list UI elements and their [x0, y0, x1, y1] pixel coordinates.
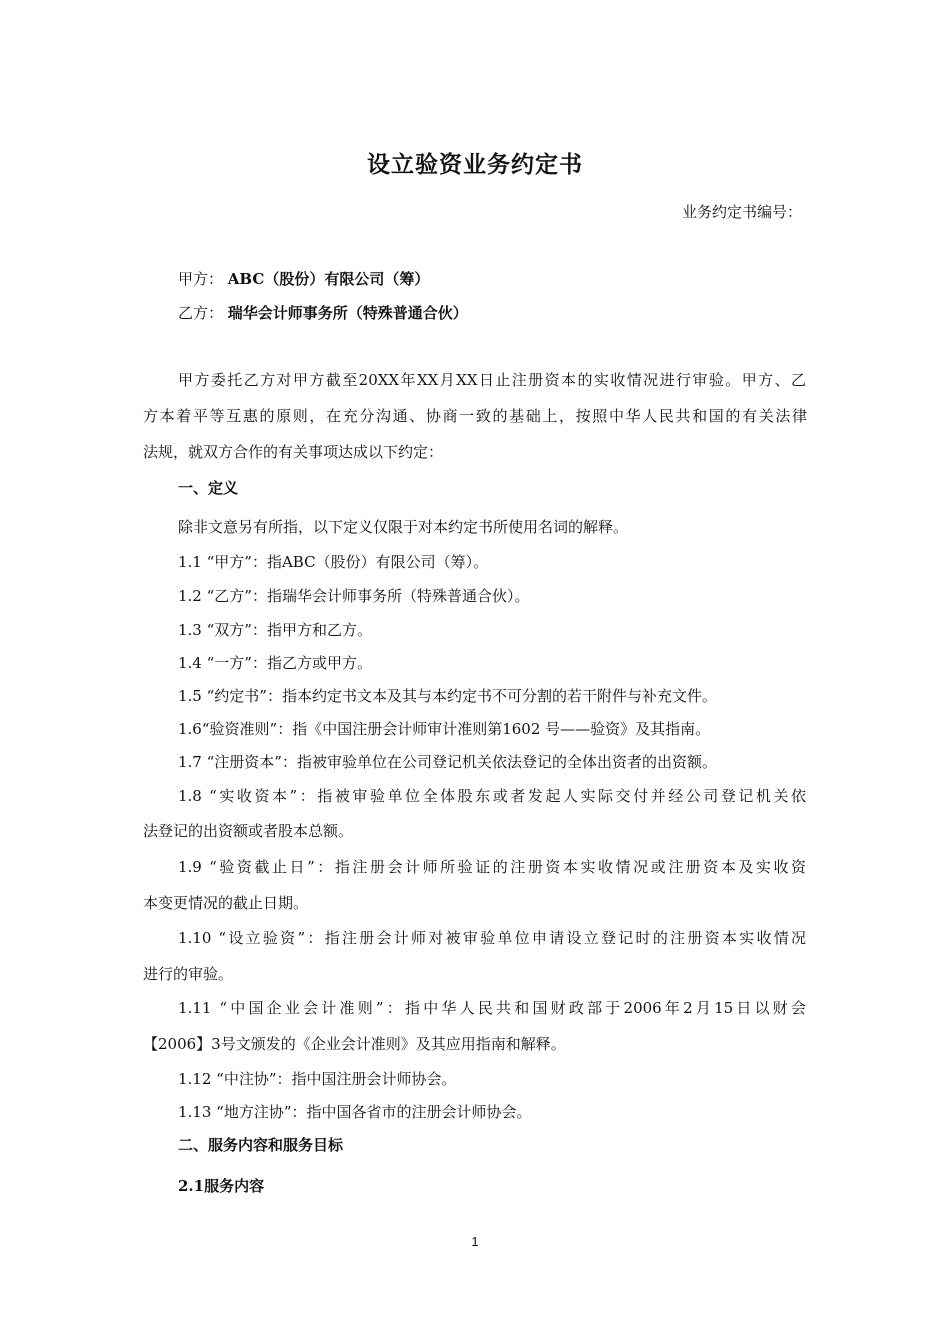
page-number: 1 [471, 1234, 479, 1249]
definition-1-9-line-2: 本变更情况的截止日期。 [143, 894, 309, 912]
definition-1-3: 1.3 “双方”：指甲方和乙方。 [178, 621, 372, 639]
section-2-heading: 二、服务内容和服务目标 [178, 1136, 344, 1154]
party-a-label: 甲方： [178, 270, 224, 288]
definition-1-10-line-2: 进行的审验。 [143, 965, 234, 983]
intro-line-1: 甲方委托乙方对甲方截至20XX年XX月XX日止注册资本的实收情况进行审验。甲方、乙 [178, 371, 806, 389]
definition-1-2: 1.2 “乙方”：指瑞华会计师事务所（特殊普通合伙）。 [178, 587, 530, 605]
document-title: 设立验资业务约定书 [367, 151, 583, 178]
intro-line-2: 方本着平等互惠的原则，在充分沟通、协商一致的基础上，按照中华人民共和国的有关法律 [143, 407, 807, 425]
definition-1-13: 1.13 “地方注协”：指中国各省市的注册会计师协会。 [178, 1103, 532, 1121]
definition-1-10-line-1: 1.10 “设立验资”：指注册会计师对被审验单位申请设立登记时的注册资本实收情况 [178, 929, 806, 947]
definition-1-9-line-1: 1.9 “验资截止日”：指注册会计师所验证的注册资本实收情况或注册资本及实收资 [178, 858, 806, 876]
section-1-intro: 除非文意另有所指，以下定义仅限于对本约定书所使用名词的解释。 [178, 518, 629, 536]
party-b-label: 乙方： [178, 304, 224, 322]
section-1-heading: 一、定义 [178, 479, 239, 497]
definition-1-6: 1.6“验资准则”：指《中国注册会计师审计准则第1602 号——验资》及其指南。 [178, 720, 711, 738]
party-a [178, 268, 429, 289]
section-2-1-heading: 2.1服务内容 [178, 1177, 265, 1195]
definition-1-12: 1.12 “中注协”：指中国注册会计师协会。 [178, 1070, 457, 1088]
contract-number-label: 业务约定书编号： [681, 203, 802, 221]
definition-1-11-line-2: 【2006】3号文颁发的《企业会计准则》及其应用指南和解释。 [143, 1035, 566, 1053]
definition-1-11-line-1: 1.11 “中国企业会计准则”：指中华人民共和国财政部于2006年2月15日以财会 [178, 999, 806, 1017]
party-b-name: 瑞华会计师事务所（特殊普通合伙） [227, 304, 468, 322]
definition-1-4: 1.4 “一方”：指乙方或甲方。 [178, 654, 372, 672]
intro-line-3: 法规，就双方合作的有关事项达成以下约定： [143, 443, 444, 461]
definition-1-5: 1.5 “约定书”：指本约定书文本及其与本约定书不可分割的若干附件与补充文件。 [178, 687, 717, 705]
definition-1-8-line-2: 法登记的出资额或者股本总额。 [143, 822, 354, 840]
party-a-name: ABC（股份）有限公司（筹） [227, 270, 430, 288]
party-b [178, 302, 468, 323]
definition-1-8-line-1: 1.8 “实收资本”：指被审验单位全体股东或者发起人实际交付并经公司登记机关依 [178, 787, 806, 805]
definition-1-7: 1.7 “注册资本”：指被审验单位在公司登记机关依法登记的全体出资者的出资额。 [178, 753, 717, 771]
definition-1-1: 1.1 “甲方”：指ABC（股份）有限公司（筹）。 [178, 553, 489, 571]
